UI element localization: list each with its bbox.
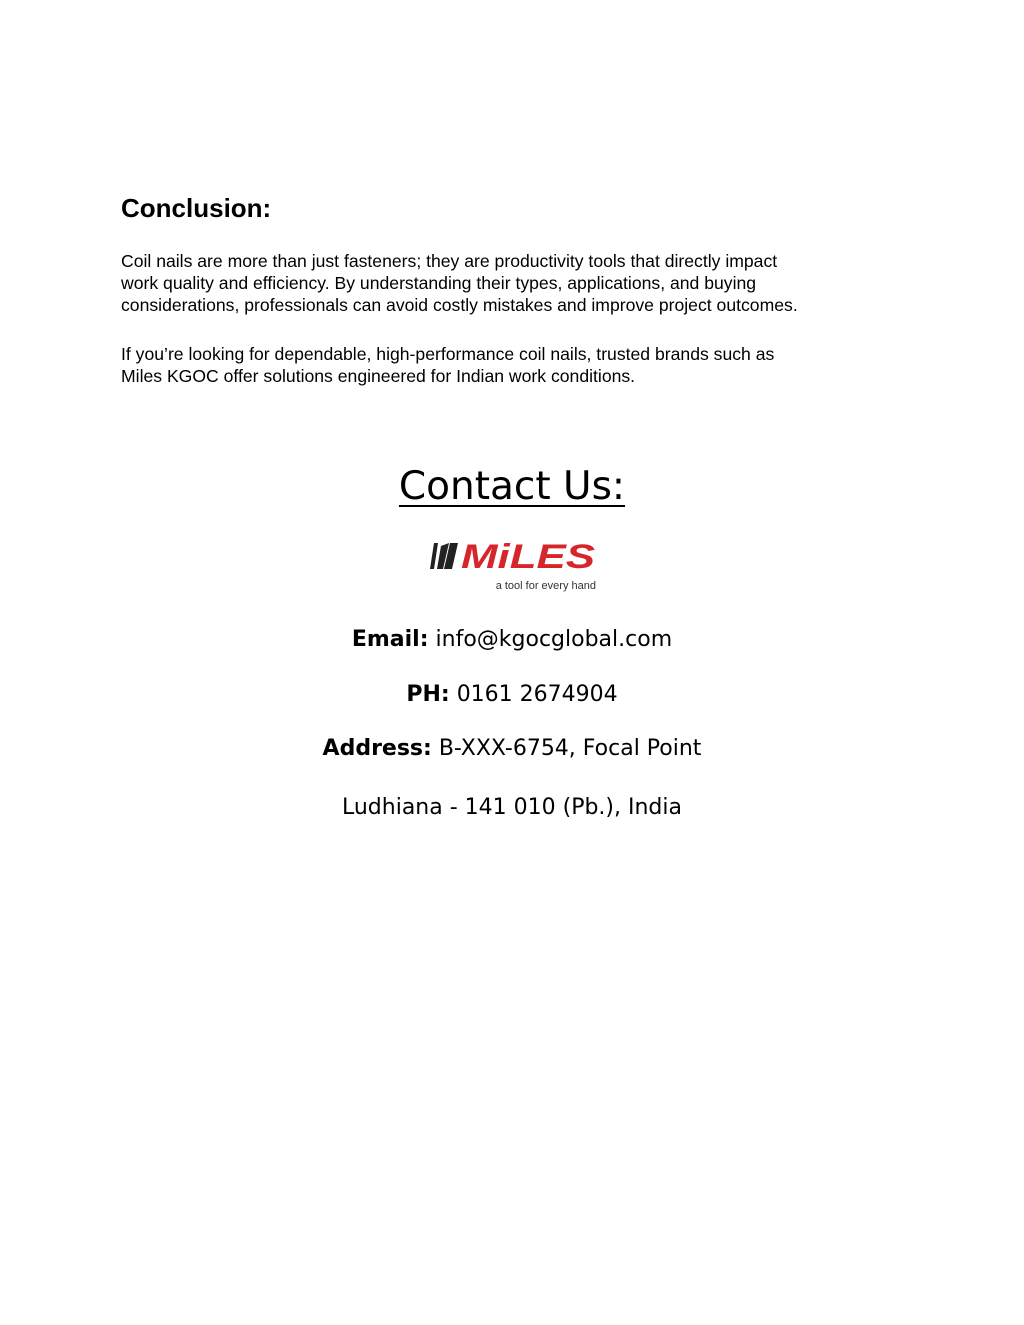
conclusion-paragraph-1 bbox=[121, 250, 921, 316]
city-line: Ludhiana - 141 010 (Pb.), India bbox=[341, 795, 682, 820]
miles-logo-brand: MiLES bbox=[461, 538, 596, 576]
miles-logo bbox=[428, 535, 606, 595]
conclusion-heading: Conclusion: bbox=[121, 193, 272, 223]
paragraph-line: If you’re looking for dependable, high-performance coil nails, trusted brands such as bbox=[121, 344, 775, 364]
email-label: Email: bbox=[351, 627, 429, 652]
miles-logo-mark-icon bbox=[430, 543, 458, 569]
email-line bbox=[0, 625, 1024, 655]
paragraph-line: work quality and efficiency. By understanding their types, applications, and buying bbox=[121, 273, 757, 293]
phone-number: 0161 2674904 bbox=[456, 682, 618, 707]
address-label: Address: bbox=[322, 736, 432, 761]
address-value: B-XXX-6754, Focal Point bbox=[438, 736, 702, 761]
contact-heading-text: Contact Us: bbox=[398, 464, 626, 509]
contact-heading bbox=[0, 460, 1024, 514]
paragraph-line: Miles KGOC offer solutions engineered for Indian work conditions. bbox=[121, 366, 636, 386]
miles-logo-tagline: a tool for every hand bbox=[495, 580, 596, 592]
phone-line bbox=[0, 680, 1024, 710]
address-line bbox=[0, 734, 1024, 764]
conclusion-paragraph-2 bbox=[121, 343, 921, 387]
email-link[interactable]: info@kgocglobal.com bbox=[435, 627, 673, 652]
phone-label: PH: bbox=[406, 682, 450, 707]
paragraph-line: Coil nails are more than just fasteners; they are productivity tools that directly impact bbox=[121, 251, 778, 271]
paragraph-line: considerations, professionals can avoid costly mistakes and improve project outcomes. bbox=[121, 295, 798, 315]
